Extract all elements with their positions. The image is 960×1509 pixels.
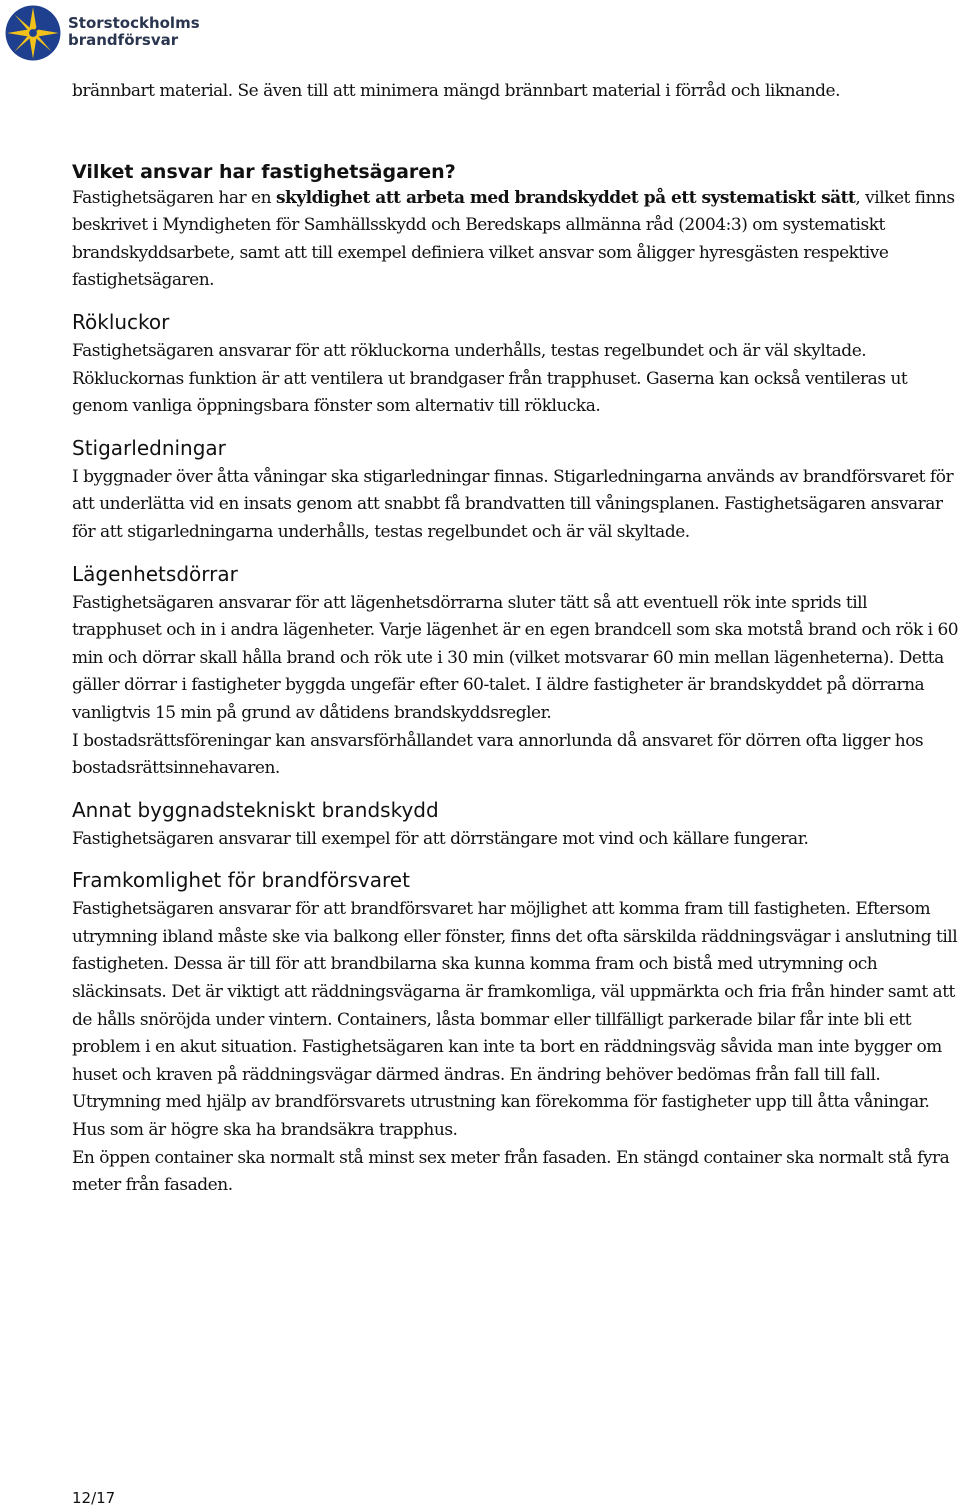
page-number: 12/17 — [72, 1489, 116, 1507]
heading-rokluckor: Rökluckor — [72, 309, 170, 334]
section-framkomlighet — [72, 867, 960, 1200]
section-rokluckor — [72, 309, 960, 421]
brand-name — [68, 15, 200, 49]
heading-annat-brandskydd: Annat byggnadstekniskt brandskydd — [72, 797, 439, 822]
intro-paragraph: brännbart material. Se även till att minimera mängd brännbart material i förråd och liknande. — [72, 81, 840, 101]
section-annat-brandskydd — [72, 797, 960, 854]
document-body — [72, 78, 960, 1200]
heading-lagenhetsdorrar: Lägenhetsdörrar — [72, 561, 238, 586]
heading-stigarledningar: Stigarledningar — [72, 435, 226, 460]
section-lagenhetsdorrar — [72, 561, 960, 783]
lagenhetsdorrar-paragraph-1: Fastighetsägaren ansvarar för att lägenhetsdörrarna sluter tätt så att eventuell rök inte sprids till trapphuset och in i andra lägenheter. Varje lägenhet är en egen brandcell som ska motstå brand och rök i 60 min och dörrar skall hålla brand och rök ute i 30 min (vilket motsvarar 60 min mellan lägenheterna). Detta gäller dörrar i fastigheter byggda ungefär efter 60-talet. I äldre fastigheter är brandskyddet på dörrarna vanligtvis 15 min på grund av dåtidens brandskyddsregler. — [72, 592, 959, 723]
framkomlighet-paragraph-3: En öppen container ska normalt stå minst sex meter från fasaden. En stängd container ska normalt stå fyra meter från fasaden. — [72, 1147, 950, 1196]
owner-text-before: Fastighetsägaren har en — [72, 187, 276, 208]
brand-line-2: brandförsvar — [68, 31, 179, 49]
owner-text-bold: skyldighet att arbeta med brandskyddet på ett systematiskt sätt — [275, 187, 856, 208]
heading-owner-responsibility: Vilket ansvar har fastighetsägaren? — [72, 160, 456, 183]
owner-text-after: , vilket finns beskrivet i Myndigheten för Samhällsskydd och Beredskaps allmänna råd (2004:3) om systematiskt brandskyddsarbete, samt att till exempel definiera vilket ansvar som åligger hyresgästen respektive fastighetsägaren. — [72, 187, 955, 291]
lagenhetsdorrar-paragraph-2: I bostadsrättsföreningar kan ansvarsförhållandet vara annorlunda då ansvaret för dörren ofta ligger hos bostadsrättsinnehavaren. — [72, 730, 924, 779]
section-owner-responsibility — [72, 159, 960, 295]
heading-framkomlighet: Framkomlighet för brandförsvaret — [72, 868, 410, 893]
framkomlighet-paragraph-1: Fastighetsägaren ansvarar för att brandförsvaret har möjlighet att komma fram till fastigheten. Eftersom utrymning ibland måste ske via balkong eller fönster, finns det ofta särskilda räddningsvägar i anslutning till fastigheten. Dessa är till för att brandbilarna ska kunna komma fram och bistå med utrymning och släckinsats. Det är viktigt att räddningsvägarna är framkomliga, väl uppmärkta och fria från hinder samt att de hålls snöröjda under vintern. Containers, låsta bommar eller tillfälligt parkerade bilar får inte bli ett problem i en akut situation. Fastighetsägaren kan inte ta bort en räddningsväg såvida man inte bygger om huset och kraven på räddningsvägar därmed ändras. En ändring behöver bedömas från fall till fall. — [72, 899, 958, 1085]
stigarledningar-paragraph: I byggnader över åtta våningar ska stigarledningar finnas. Stigarledningarna används av brandförsvaret för att underlätta vid en insats genom att snabbt få brandvatten till våningsplanen. Fastighetsägaren ansvarar för att stigarledningarna underhålls, testas regelbundet och är väl skyltade. — [72, 466, 954, 542]
brand-line-1: Storstockholms — [68, 14, 200, 32]
annat-paragraph: Fastighetsägaren ansvarar till exempel för att dörrstängare mot vind och källare fungerar. — [72, 828, 809, 849]
section-stigarledningar — [72, 435, 960, 547]
rokluckor-paragraph: Fastighetsägaren ansvarar för att rökluckorna underhålls, testas regelbundet och är väl skyltade. Rökluckornas funktion är att ventilera ut brandgaser från trapphuset. Gaserna kan också ventileras ut genom vanliga öppningsbara fönster som alternativ till röklucka. — [72, 340, 908, 417]
owner-paragraph — [72, 185, 960, 295]
framkomlighet-paragraph-2: Utrymning med hjälp av brandförsvarets utrustning kan förekomma för fastigheter upp till åtta våningar. Hus som är högre ska ha brandsäkra trapphus. — [72, 1092, 930, 1141]
brand-logo-icon — [5, 5, 61, 61]
